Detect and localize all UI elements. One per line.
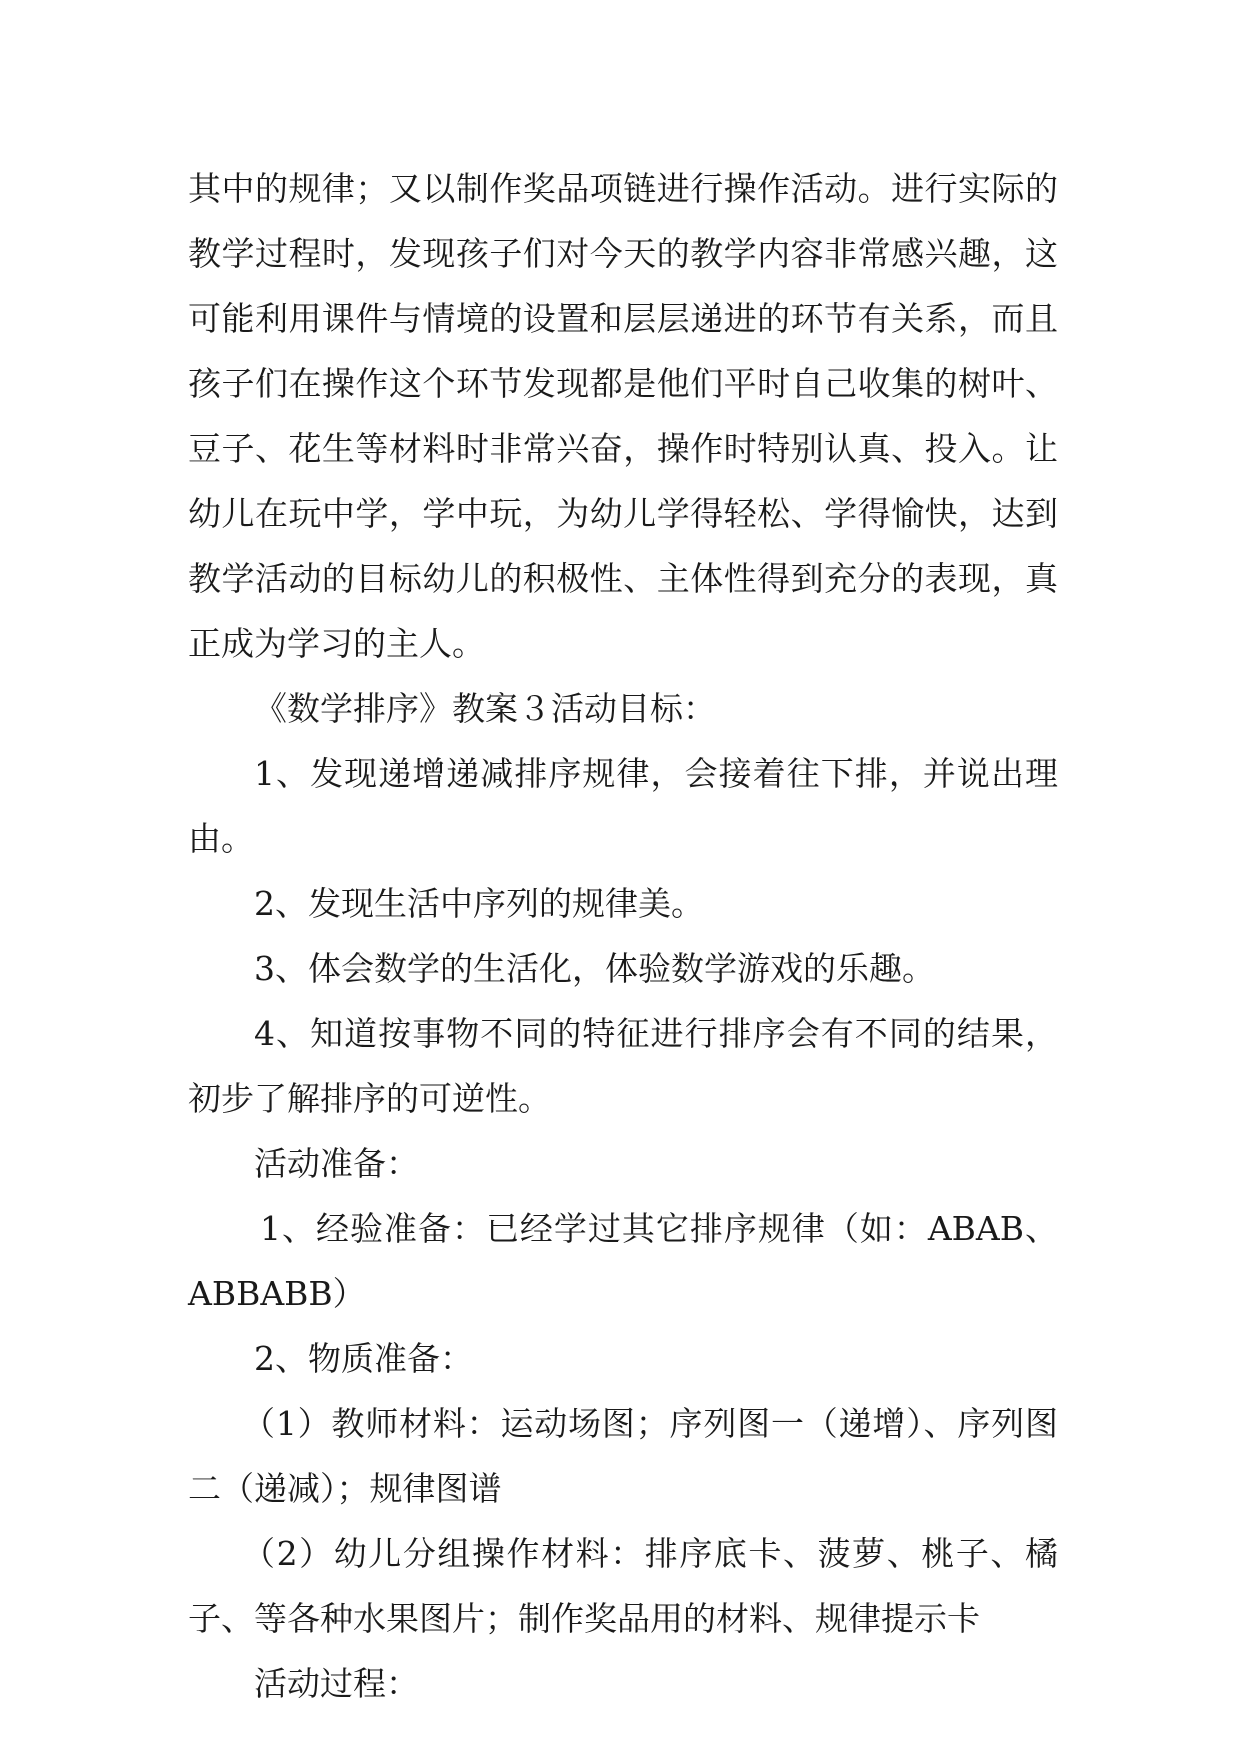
paragraph-process-heading: 活动过程： <box>254 1664 419 1703</box>
paragraph-preparation-heading: 活动准备： <box>254 1144 419 1183</box>
paragraph-preparation-2: 2、物质准备： <box>254 1339 473 1378</box>
document-body <box>188 156 1058 1716</box>
paragraph-objective-1: 1、发现递增递减排序规律，会接着往下排，并说出理由。 <box>188 754 1058 858</box>
paragraph-child-materials: （2）幼儿分组操作材料：排序底卡、菠萝、桃子、橘子、等各种水果图片；制作奖品用的材料、规律提示卡 <box>188 1534 1058 1638</box>
paragraph-objective-3: 3、体会数学的生活化，体验数学游戏的乐趣。 <box>254 949 935 988</box>
paragraph-objective-2: 2、发现生活中序列的规律美。 <box>254 884 704 923</box>
paragraph-teacher-materials: （1）教师材料：运动场图；序列图一（递增）、序列图二（递减）；规律图谱 <box>188 1404 1058 1508</box>
paragraph-reflection: 其中的规律；又以制作奖品项链进行操作活动。进行实际的教学过程时，发现孩子们对今天的教学内容非常感兴趣，这可能利用课件与情境的设置和层层递进的环节有关系，而且孩子们在操作这个环节发现都是他们平时自己收集的树叶、豆子、花生等材料时非常兴奋，操作时特别认真、投入。让幼儿在玩中学，学中玩，为幼儿学得轻松、学得愉快，达到教学活动的目标幼儿的积极性、主体性得到充分的表现，真正成为学习的主人。 <box>188 169 1058 663</box>
paragraph-preparation-1: 1、经验准备：已经学过其它排序规律（如：ABAB、ABBABB） <box>188 1209 1058 1313</box>
paragraph-objective-4: 4、知道按事物不同的特征进行排序会有不同的结果，初步了解排序的可逆性。 <box>188 1014 1058 1118</box>
paragraph-objectives-heading: 《数学排序》教案３活动目标： <box>254 689 716 728</box>
